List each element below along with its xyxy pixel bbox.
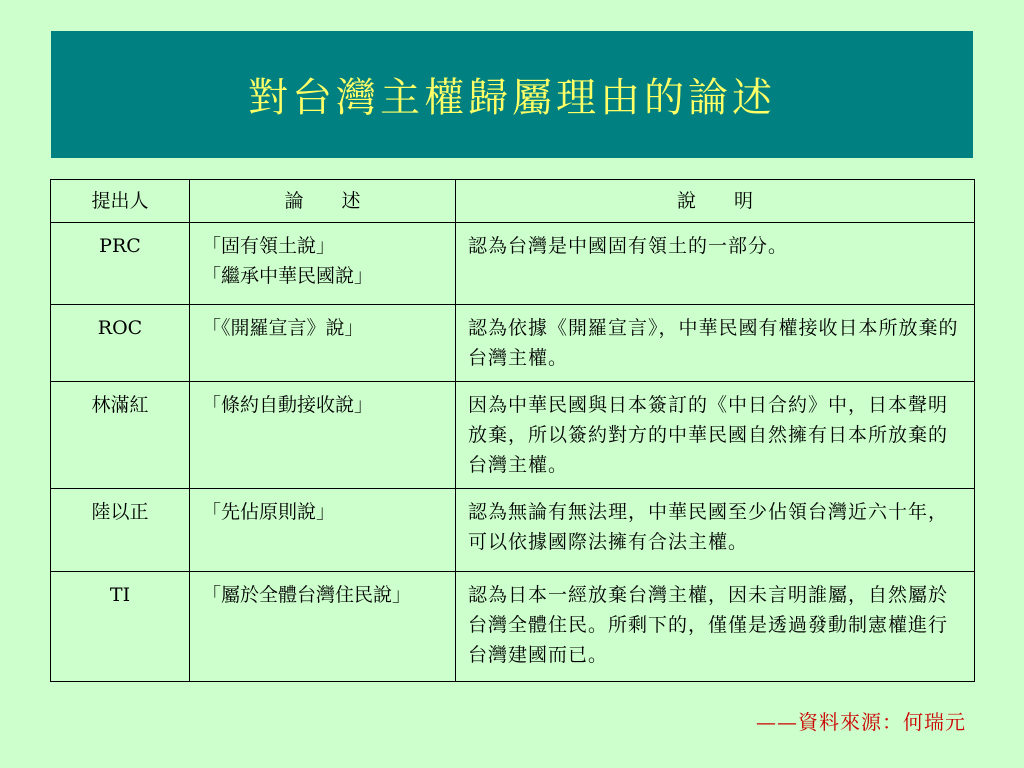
theory-cell: 「屬於全體台灣住民說」: [190, 572, 456, 682]
sovereignty-table: [50, 179, 975, 682]
header-theory: 論 述: [190, 180, 456, 223]
proposer-cell: TI: [51, 572, 190, 682]
explanation-cell: 認為日本一經放棄台灣主權，因未言明誰屬，自然屬於台灣全體住民。所剩下的，僅僅是透過發動制憲權進行台灣建國而已。: [456, 572, 975, 682]
title-banner: [51, 31, 973, 158]
theory-line: 「《開羅宣言》說」: [202, 317, 364, 339]
theory-line: 「固有領土說」: [202, 235, 336, 257]
header-proposer: 提出人: [51, 180, 190, 223]
header-explanation: 說 明: [456, 180, 975, 223]
table-row: [51, 489, 975, 572]
explanation-cell: 因為中華民國與日本簽訂的《中日合約》中，日本聲明放棄，所以簽約對方的中華民國自然擁有日本所放棄的台灣主權。: [456, 382, 975, 489]
explanation-cell: 認為依據《開羅宣言》，中華民國有權接收日本所放棄的台灣主權。: [456, 305, 975, 382]
theory-cell: [190, 305, 456, 382]
proposer-cell: ROC: [51, 305, 190, 382]
theory-line: 「繼承中華民國說」: [202, 265, 374, 287]
table-header-row: [51, 180, 975, 223]
table-row: [51, 223, 975, 305]
table-row: [51, 572, 975, 682]
theory-line: 「條約自動接收說」: [202, 394, 374, 416]
source-citation: ——資料來源：何瑞元: [756, 710, 966, 734]
proposer-cell: 陸以正: [51, 489, 190, 572]
table-row: [51, 382, 975, 489]
explanation-cell: 認為無論有無法理，中華民國至少佔領台灣近六十年，可以依據國際法擁有合法主權。: [456, 489, 975, 572]
explanation-cell: 認為台灣是中國固有領土的一部分。: [456, 223, 975, 305]
theory-cell: [190, 223, 456, 305]
theory-line: 「先佔原則說」: [202, 501, 336, 523]
proposer-cell: PRC: [51, 223, 190, 305]
theory-cell: [190, 382, 456, 489]
table-row: [51, 305, 975, 382]
proposer-cell: 林滿紅: [51, 382, 190, 489]
page-title: 對台灣主權歸屬理由的論述: [248, 75, 776, 121]
theory-cell: [190, 489, 456, 572]
